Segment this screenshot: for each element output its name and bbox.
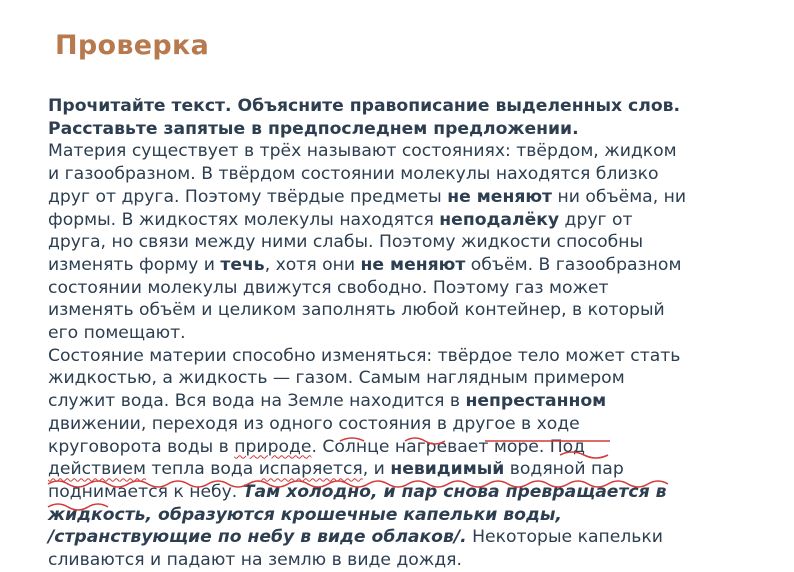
highlighted-word: не меняют [447, 186, 553, 207]
text-line: изменять форму и течь, хотя они не меняют объём. В газообразном [48, 254, 682, 275]
slide-title: Проверка [55, 30, 210, 61]
text-line: его помещают. [48, 323, 186, 344]
text-line: поднимается к небу. Там холодно, и пар снова превращается в [48, 481, 667, 502]
text-line: жидкостью, а жидкость — газом. Самым наглядным примером [48, 368, 625, 389]
text-line: друга, но связи между ними слабы. Поэтому жидкости способны [48, 232, 644, 253]
text-line: изменять объём и целиком заполнять любой контейнер, в который [48, 300, 665, 321]
text-line: Состояние материи способно изменяться: твёрдое тело может стать [48, 345, 681, 366]
text-line: /странствующие по небу в виде облаков/. Некоторые капельки [48, 527, 663, 548]
emphasized-sentence: жидкость, образуются крошечные капельки воды, [48, 504, 562, 525]
underlined-word: действием [48, 459, 146, 480]
text-line: и газообразном. В твёрдом состоянии молекулы находятся близко [48, 164, 659, 185]
text-line: сливаются и падают на землю в виде дождя. [48, 550, 462, 571]
highlighted-word: не меняют [360, 254, 466, 275]
underlined-word: испаряется [258, 459, 363, 480]
task-line-1: Прочитайте текст. Объясните правописание выделенных слов. [48, 96, 681, 116]
text-line: движении, переходя из одного состояния в другое в ходе [48, 413, 580, 434]
highlighted-word: непрестанном [465, 391, 607, 412]
underlined-word: природе [234, 436, 312, 457]
emphasized-sentence: Там холодно, и пар снова превращается в [242, 481, 667, 502]
highlighted-word: невидимый [390, 459, 505, 480]
highlighted-word: неподалёку [439, 209, 560, 230]
emphasized-sentence: /странствующие по небу в виде облаков/. [48, 527, 467, 548]
text-line: формы. В жидкостях молекулы находятся неподалёку друг от [48, 209, 633, 230]
text-line: состоянии молекулы движутся свободно. Поэтому газ может [48, 277, 609, 298]
text-line: друг от друга. Поэтому твёрдые предметы не меняют ни объёма, ни [48, 186, 687, 207]
text-line: Материя существует в трёх называют состояниях: твёрдом, жидком [48, 141, 677, 162]
highlighted-word: течь [220, 254, 265, 275]
text-line: действием тепла вода испаряется, и невидимый водяной пар [48, 459, 624, 480]
task-line-2: Расставьте запятые в предпоследнем предложении. [48, 118, 579, 139]
exercise-text [48, 95, 768, 572]
text-line: служит вода. Вся вода на Земле находится в непрестанном [48, 391, 607, 412]
text-line: круговорота воды в природе. Солнце нагревает море. Под [48, 436, 586, 457]
